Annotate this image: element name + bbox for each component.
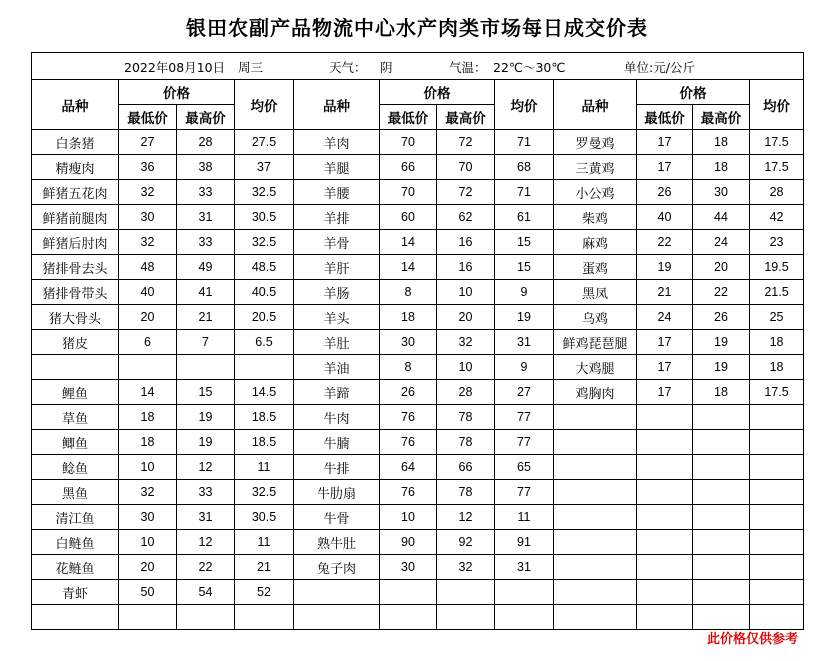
max-price-cell: 26	[693, 305, 750, 330]
variety-cell	[554, 480, 637, 505]
variety-cell	[554, 430, 637, 455]
min-price-cell: 76	[380, 405, 437, 430]
variety-cell: 白鲢鱼	[32, 530, 119, 555]
min-price-cell: 17	[637, 155, 693, 180]
avg-price-cell	[235, 355, 294, 380]
max-price-cell: 20	[693, 255, 750, 280]
max-price-cell: 70	[437, 155, 495, 180]
table-row	[32, 230, 804, 255]
avg-price-cell: 17.5	[750, 130, 804, 155]
avg-price-cell: 11	[495, 505, 554, 530]
avg-price-cell: 37	[235, 155, 294, 180]
max-price-cell	[693, 530, 750, 555]
col-header-variety: 品种	[554, 80, 637, 130]
avg-price-cell: 18	[750, 355, 804, 380]
table-row	[32, 180, 804, 205]
min-price-cell: 70	[380, 130, 437, 155]
variety-cell: 花鲢鱼	[32, 555, 119, 580]
col-header-max: 最高价	[693, 105, 750, 130]
min-price-cell: 30	[380, 555, 437, 580]
avg-price-cell: 19	[495, 305, 554, 330]
min-price-cell: 70	[380, 180, 437, 205]
min-price-cell: 10	[119, 530, 177, 555]
max-price-cell: 33	[177, 180, 235, 205]
avg-price-cell: 19.5	[750, 255, 804, 280]
temp-text: 22℃～30℃	[493, 60, 566, 75]
variety-cell: 黑凤	[554, 280, 637, 305]
max-price-cell: 28	[437, 380, 495, 405]
min-price-cell	[637, 430, 693, 455]
variety-cell	[554, 405, 637, 430]
max-price-cell	[693, 555, 750, 580]
avg-price-cell	[750, 530, 804, 555]
min-price-cell: 22	[637, 230, 693, 255]
min-price-cell: 30	[119, 205, 177, 230]
variety-cell: 羊肉	[294, 130, 380, 155]
min-price-cell	[637, 555, 693, 580]
avg-price-cell: 18.5	[235, 430, 294, 455]
max-price-cell: 18	[693, 155, 750, 180]
max-price-cell: 31	[177, 505, 235, 530]
min-price-cell: 10	[380, 505, 437, 530]
variety-cell: 鲫鱼	[32, 430, 119, 455]
max-price-cell	[177, 605, 235, 630]
variety-cell: 羊排	[294, 205, 380, 230]
variety-cell: 猪大骨头	[32, 305, 119, 330]
avg-price-cell: 77	[495, 430, 554, 455]
variety-cell: 柴鸡	[554, 205, 637, 230]
max-price-cell: 72	[437, 180, 495, 205]
table-row	[32, 205, 804, 230]
avg-price-cell: 9	[495, 355, 554, 380]
variety-cell: 熟牛肚	[294, 530, 380, 555]
avg-price-cell: 23	[750, 230, 804, 255]
variety-cell: 猪排骨去头	[32, 255, 119, 280]
variety-cell: 牛排	[294, 455, 380, 480]
min-price-cell: 40	[637, 205, 693, 230]
max-price-cell	[693, 605, 750, 630]
variety-cell: 牛肉	[294, 405, 380, 430]
disclaimer-note: 此价格仅供参考	[706, 632, 798, 647]
col-header-price: 价格	[119, 80, 235, 105]
avg-price-cell: 52	[235, 580, 294, 605]
max-price-cell: 62	[437, 205, 495, 230]
table-row	[32, 305, 804, 330]
avg-price-cell: 20.5	[235, 305, 294, 330]
min-price-cell: 26	[380, 380, 437, 405]
avg-price-cell: 6.5	[235, 330, 294, 355]
avg-price-cell: 9	[495, 280, 554, 305]
variety-cell	[554, 580, 637, 605]
variety-cell: 牛腩	[294, 430, 380, 455]
max-price-cell: 10	[437, 355, 495, 380]
table-row	[32, 280, 804, 305]
weather-text: 阴	[380, 60, 393, 75]
avg-price-cell: 28	[750, 180, 804, 205]
max-price-cell	[693, 430, 750, 455]
weather-label: 天气：	[329, 60, 367, 75]
variety-cell: 乌鸡	[554, 305, 637, 330]
avg-price-cell: 11	[235, 455, 294, 480]
avg-price-cell: 27	[495, 380, 554, 405]
table-row	[32, 155, 804, 180]
max-price-cell: 33	[177, 480, 235, 505]
min-price-cell: 48	[119, 255, 177, 280]
avg-price-cell	[750, 605, 804, 630]
min-price-cell	[637, 605, 693, 630]
table-row	[32, 455, 804, 480]
col-header-max: 最高价	[437, 105, 495, 130]
variety-cell	[554, 605, 637, 630]
table-row	[32, 530, 804, 555]
table-row	[32, 355, 804, 380]
max-price-cell: 78	[437, 480, 495, 505]
min-price-cell: 21	[637, 280, 693, 305]
max-price-cell	[693, 405, 750, 430]
max-price-cell	[177, 355, 235, 380]
variety-cell: 鲜猪五花肉	[32, 180, 119, 205]
max-price-cell: 33	[177, 230, 235, 255]
variety-cell: 鲶鱼	[32, 455, 119, 480]
variety-cell: 羊头	[294, 305, 380, 330]
avg-price-cell: 77	[495, 480, 554, 505]
max-price-cell: 12	[177, 455, 235, 480]
min-price-cell	[637, 455, 693, 480]
col-header-avg: 均价	[495, 80, 554, 130]
variety-cell	[554, 455, 637, 480]
variety-cell: 羊蹄	[294, 380, 380, 405]
avg-price-cell: 32.5	[235, 230, 294, 255]
max-price-cell: 12	[177, 530, 235, 555]
variety-cell: 猪皮	[32, 330, 119, 355]
variety-cell: 青虾	[32, 580, 119, 605]
col-header-avg: 均价	[235, 80, 294, 130]
variety-cell: 牛骨	[294, 505, 380, 530]
max-price-cell	[437, 580, 495, 605]
min-price-cell	[380, 580, 437, 605]
max-price-cell: 66	[437, 455, 495, 480]
avg-price-cell: 27.5	[235, 130, 294, 155]
min-price-cell	[637, 580, 693, 605]
avg-price-cell: 65	[495, 455, 554, 480]
max-price-cell: 32	[437, 555, 495, 580]
variety-cell: 羊腰	[294, 180, 380, 205]
avg-price-cell: 32.5	[235, 480, 294, 505]
avg-price-cell: 30.5	[235, 505, 294, 530]
variety-cell: 草鱼	[32, 405, 119, 430]
min-price-cell: 60	[380, 205, 437, 230]
col-header-variety: 品种	[32, 80, 119, 130]
max-price-cell: 7	[177, 330, 235, 355]
table-row	[32, 255, 804, 280]
variety-cell	[294, 580, 380, 605]
min-price-cell	[380, 605, 437, 630]
min-price-cell: 66	[380, 155, 437, 180]
max-price-cell: 24	[693, 230, 750, 255]
avg-price-cell	[750, 580, 804, 605]
price-table	[31, 52, 804, 630]
col-header-max: 最高价	[177, 105, 235, 130]
max-price-cell: 49	[177, 255, 235, 280]
max-price-cell: 32	[437, 330, 495, 355]
max-price-cell: 30	[693, 180, 750, 205]
avg-price-cell: 21.5	[750, 280, 804, 305]
min-price-cell	[637, 405, 693, 430]
max-price-cell: 12	[437, 505, 495, 530]
table-row	[32, 605, 804, 630]
unit-text: 单位:元/公斤	[624, 60, 695, 75]
max-price-cell: 41	[177, 280, 235, 305]
min-price-cell: 76	[380, 430, 437, 455]
variety-cell	[32, 355, 119, 380]
min-price-cell: 18	[119, 430, 177, 455]
avg-price-cell: 17.5	[750, 380, 804, 405]
min-price-cell: 32	[119, 230, 177, 255]
variety-cell: 大鸡腿	[554, 355, 637, 380]
max-price-cell: 18	[693, 380, 750, 405]
variety-cell: 牛肋扇	[294, 480, 380, 505]
avg-price-cell: 21	[235, 555, 294, 580]
avg-price-cell	[750, 430, 804, 455]
avg-price-cell: 32.5	[235, 180, 294, 205]
variety-cell: 麻鸡	[554, 230, 637, 255]
variety-cell: 三黄鸡	[554, 155, 637, 180]
max-price-cell	[693, 455, 750, 480]
max-price-cell: 18	[693, 130, 750, 155]
min-price-cell: 14	[119, 380, 177, 405]
min-price-cell: 32	[119, 480, 177, 505]
avg-price-cell: 15	[495, 230, 554, 255]
col-header-min: 最低价	[119, 105, 177, 130]
avg-price-cell: 14.5	[235, 380, 294, 405]
min-price-cell: 50	[119, 580, 177, 605]
max-price-cell: 22	[177, 555, 235, 580]
avg-price-cell: 61	[495, 205, 554, 230]
avg-price-cell: 71	[495, 130, 554, 155]
variety-cell: 羊肝	[294, 255, 380, 280]
min-price-cell: 32	[119, 180, 177, 205]
min-price-cell: 90	[380, 530, 437, 555]
min-price-cell	[637, 530, 693, 555]
max-price-cell: 19	[693, 330, 750, 355]
variety-cell	[554, 530, 637, 555]
max-price-cell	[693, 505, 750, 530]
min-price-cell: 18	[380, 305, 437, 330]
table-row	[32, 480, 804, 505]
variety-cell: 清江鱼	[32, 505, 119, 530]
max-price-cell: 78	[437, 405, 495, 430]
table-row	[32, 430, 804, 455]
min-price-cell: 17	[637, 130, 693, 155]
max-price-cell: 20	[437, 305, 495, 330]
min-price-cell: 17	[637, 330, 693, 355]
max-price-cell: 92	[437, 530, 495, 555]
avg-price-cell: 91	[495, 530, 554, 555]
max-price-cell: 54	[177, 580, 235, 605]
max-price-cell: 44	[693, 205, 750, 230]
avg-price-cell	[750, 480, 804, 505]
avg-price-cell	[750, 505, 804, 530]
min-price-cell	[637, 505, 693, 530]
table-row	[32, 505, 804, 530]
min-price-cell: 27	[119, 130, 177, 155]
avg-price-cell: 18	[750, 330, 804, 355]
table-body	[32, 130, 804, 630]
variety-cell: 小公鸡	[554, 180, 637, 205]
min-price-cell	[119, 355, 177, 380]
max-price-cell: 19	[177, 405, 235, 430]
min-price-cell: 14	[380, 230, 437, 255]
min-price-cell: 30	[380, 330, 437, 355]
max-price-cell: 78	[437, 430, 495, 455]
col-header-variety: 品种	[294, 80, 380, 130]
min-price-cell: 30	[119, 505, 177, 530]
max-price-cell: 16	[437, 230, 495, 255]
variety-cell: 黑鱼	[32, 480, 119, 505]
avg-price-cell: 11	[235, 530, 294, 555]
avg-price-cell: 68	[495, 155, 554, 180]
max-price-cell: 15	[177, 380, 235, 405]
variety-cell: 鲜猪前腿肉	[32, 205, 119, 230]
min-price-cell	[637, 480, 693, 505]
table-row	[32, 380, 804, 405]
variety-cell	[294, 605, 380, 630]
max-price-cell: 10	[437, 280, 495, 305]
max-price-cell: 28	[177, 130, 235, 155]
avg-price-cell: 17.5	[750, 155, 804, 180]
max-price-cell	[437, 605, 495, 630]
avg-price-cell: 30.5	[235, 205, 294, 230]
date-text: 2022年08月10日	[124, 60, 226, 75]
min-price-cell: 17	[637, 355, 693, 380]
avg-price-cell: 31	[495, 330, 554, 355]
avg-price-cell	[495, 605, 554, 630]
min-price-cell: 64	[380, 455, 437, 480]
min-price-cell	[119, 605, 177, 630]
min-price-cell: 76	[380, 480, 437, 505]
max-price-cell: 22	[693, 280, 750, 305]
table-row	[32, 405, 804, 430]
col-header-min: 最低价	[380, 105, 437, 130]
variety-cell: 罗曼鸡	[554, 130, 637, 155]
variety-cell: 猪排骨带头	[32, 280, 119, 305]
max-price-cell: 21	[177, 305, 235, 330]
variety-cell: 鲤鱼	[32, 380, 119, 405]
avg-price-cell: 25	[750, 305, 804, 330]
avg-price-cell: 71	[495, 180, 554, 205]
table-row	[32, 580, 804, 605]
variety-cell	[554, 505, 637, 530]
variety-cell: 白条猪	[32, 130, 119, 155]
min-price-cell: 8	[380, 280, 437, 305]
avg-price-cell	[235, 605, 294, 630]
avg-price-cell: 15	[495, 255, 554, 280]
variety-cell: 鲜鸡琵琶腿	[554, 330, 637, 355]
avg-price-cell	[750, 405, 804, 430]
variety-cell: 鸡胸肉	[554, 380, 637, 405]
avg-price-cell: 31	[495, 555, 554, 580]
page-title: 银田农副产品物流中心水产肉类市场每日成交价表	[186, 16, 648, 40]
variety-cell: 蛋鸡	[554, 255, 637, 280]
table-row	[32, 555, 804, 580]
avg-price-cell	[750, 555, 804, 580]
max-price-cell: 72	[437, 130, 495, 155]
min-price-cell: 26	[637, 180, 693, 205]
min-price-cell: 18	[119, 405, 177, 430]
variety-cell: 羊肠	[294, 280, 380, 305]
variety-cell: 羊油	[294, 355, 380, 380]
avg-price-cell: 18.5	[235, 405, 294, 430]
variety-cell: 鲜猪后肘肉	[32, 230, 119, 255]
min-price-cell: 20	[119, 305, 177, 330]
header-row-1	[32, 80, 804, 105]
col-header-avg: 均价	[750, 80, 804, 130]
info-row	[32, 53, 804, 80]
max-price-cell: 31	[177, 205, 235, 230]
col-header-min: 最低价	[637, 105, 693, 130]
variety-cell	[554, 555, 637, 580]
temp-label: 气温：	[449, 60, 487, 75]
col-header-price: 价格	[380, 80, 495, 105]
min-price-cell: 20	[119, 555, 177, 580]
avg-price-cell: 40.5	[235, 280, 294, 305]
max-price-cell: 19	[177, 430, 235, 455]
weekday-text: 周三	[238, 60, 264, 75]
min-price-cell: 8	[380, 355, 437, 380]
min-price-cell: 14	[380, 255, 437, 280]
max-price-cell	[693, 480, 750, 505]
min-price-cell: 6	[119, 330, 177, 355]
min-price-cell: 19	[637, 255, 693, 280]
min-price-cell: 36	[119, 155, 177, 180]
variety-cell: 羊腿	[294, 155, 380, 180]
variety-cell: 兔子肉	[294, 555, 380, 580]
variety-cell: 羊肚	[294, 330, 380, 355]
min-price-cell: 40	[119, 280, 177, 305]
min-price-cell: 10	[119, 455, 177, 480]
variety-cell	[32, 605, 119, 630]
avg-price-cell	[495, 580, 554, 605]
max-price-cell: 16	[437, 255, 495, 280]
variety-cell: 精瘦肉	[32, 155, 119, 180]
max-price-cell: 38	[177, 155, 235, 180]
avg-price-cell: 48.5	[235, 255, 294, 280]
header-row-2	[32, 105, 804, 130]
min-price-cell: 17	[637, 380, 693, 405]
max-price-cell	[693, 580, 750, 605]
avg-price-cell	[750, 455, 804, 480]
table-row	[32, 130, 804, 155]
table-row	[32, 330, 804, 355]
min-price-cell: 24	[637, 305, 693, 330]
avg-price-cell: 77	[495, 405, 554, 430]
max-price-cell: 19	[693, 355, 750, 380]
variety-cell: 羊骨	[294, 230, 380, 255]
avg-price-cell: 42	[750, 205, 804, 230]
col-header-price: 价格	[637, 80, 750, 105]
